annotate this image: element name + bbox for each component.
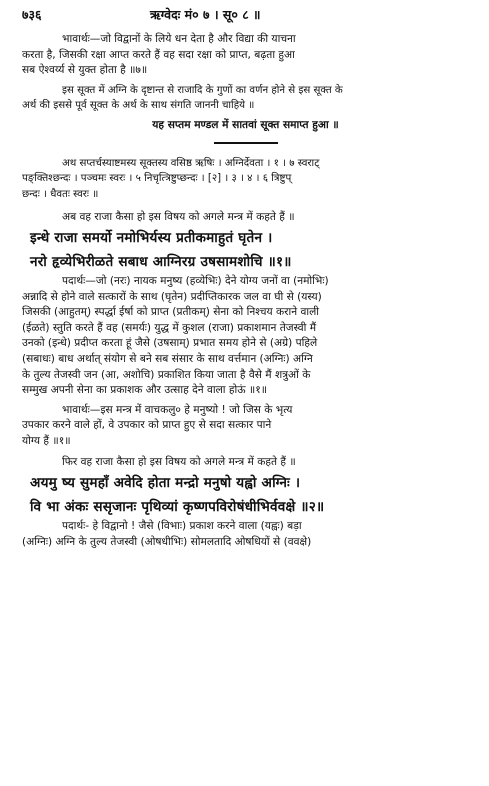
sangati-note: [22, 83, 469, 114]
padartha-line: सम्मुख अपनी सेना का प्रकाशक और उत्साह देने वाला होऊं ॥१॥: [22, 384, 268, 397]
page-number: ७३६: [22, 7, 42, 22]
mantra-line: वि भा अंकः ससृजानः पृथिव्यां कृष्णपविरोषंधीभिर्ववक्षे ॥२॥: [30, 499, 325, 516]
padartha-line: अन्नादि से होने वाले सत्कारों के साथ (घृतेन) प्रदीप्तिकारक जल वा घी से (यस्य): [22, 290, 322, 303]
mantra-line: इन्धे राजा समर्यो नमोभिर्यस्य प्रतीकमाहुतं घृतेन ।: [30, 229, 273, 246]
bhavartha-line: योग्य हैं ॥१॥: [22, 434, 71, 447]
prev-bhavartha-line: करता है, जिसकी रक्षा आप्त करते हैं वह सदा रक्षा को प्राप्त, बढ़ता हुआ: [22, 48, 295, 61]
previous-bhavartha: [22, 32, 469, 79]
anukramani-line: अथ सप्तर्चस्याष्टमस्य सूक्तस्य वसिष्ठ ऋषिः । अग्निर्देवता । १ । ७ स्वराट्: [62, 157, 320, 169]
mantra-1: [22, 226, 469, 274]
section-divider: [214, 142, 278, 144]
mantra-intro: अब वह राजा कैसा हो इस विषय को अगले मन्त्र में कहते हैं ॥: [62, 211, 295, 224]
padartha-1: [22, 274, 469, 399]
bhavartha-1: [22, 403, 469, 450]
page-header: [22, 6, 469, 26]
anukramani-line: छन्दः । धैवतः स्वरः ॥: [22, 188, 99, 200]
padartha-line: के तुल्य तेजस्वी जन (आ, अशोचि) प्रकाशित किया जाता है वैसे मैं शत्रुओं के: [22, 368, 311, 381]
bhavartha-line: भावार्थः—इस मन्त्र में वाचकलु० हे मनुष्यो ! जो जिस के भृत्य: [62, 403, 293, 416]
running-title: ऋग्वेदः मं० ७ । सू० ८ ॥: [150, 7, 261, 22]
padartha-line: पदार्थः- हे विद्वानो ! जैसे (विभाः) प्रकाश करने वाला (यह्वः) बड़ा: [62, 520, 302, 533]
padartha-line: (सबाधः) बाध अर्थात् संयोग से बने सब संसार के साथ वर्त्तमान (अग्निः) अग्नि: [22, 352, 313, 365]
padartha-line: (ईळते) स्तुति करते हैं वह (समर्यः) युद्ध में कुशल (राजा) प्रकाशमान तेजस्वी मैं: [22, 321, 317, 334]
sangati-line: इस सूक्त में अग्नि के दृष्टान्त से राजादि के गुणों का वर्णन होने से इस सूक्त के: [62, 84, 343, 96]
mantra-2: [22, 471, 469, 519]
mantra-intro: फिर वह राजा कैसा हो इस विषय को अगले मन्त्र में कहते हैं ॥: [62, 456, 296, 469]
padartha-2: [22, 519, 469, 550]
padartha-line: पदार्थः—जो (नरः) नायक मनुष्य (हव्येभिः) देने योग्य जनों वा (नमोभिः): [62, 274, 329, 287]
prev-bhavartha-line: सब ऐश्वर्य्य से युक्त होता है ॥७॥: [22, 64, 148, 77]
mantra-line: नरो हृव्येभिरीळते सबाध आग्निरग्र उषसामशोचि ॥१॥: [30, 253, 292, 270]
padartha-line: (अग्निः) अग्नि के तुल्य तेजस्वी (ओषधीभिः) सोमलतादि ओषधियों से (ववक्षे): [22, 535, 312, 548]
anukramani-line: पङ्क्तिश्छन्दः । पञ्चमः स्वरः । ५ निचृत्त्रिष्टुप्छन्दः । [२] । ३ । ४ । ६ त्रिष्टुप्: [22, 173, 292, 185]
sukta-completion-note: यह सप्तम मण्डल में सातवां सूक्त समाप्त हुआ ॥: [152, 118, 339, 131]
mantra-line: अयमु ष्य सुमहाँ अवेदि होता मन्द्रो मनुषो यह्वो अग्निः ।: [30, 475, 301, 492]
anukramani: [22, 156, 469, 203]
padartha-line: उनको (इन्धे) प्रदीप्त करता हूं जैसे (उषसाम्) प्रभात समय होने से (अग्रे) पहिले: [22, 337, 318, 350]
bhavartha-line: उपकार करने वाले हों, वे उपकार को प्राप्त हुए से सदा सत्कार पाने: [22, 419, 272, 432]
sangati-line: अर्थ की इससे पूर्व सूक्त के अर्थ के साथ संगति जाननी चाहिये ॥: [22, 100, 255, 112]
padartha-line: जिसकी (आहुतम्) स्पर्द्धा ईर्षा को प्राप्त (प्रतीकम्) सेना को निश्चय कराने वाली: [22, 306, 320, 319]
prev-bhavartha-line: भावार्थः—जो विद्वानों के लिये धन देता है और विद्या की याचना: [62, 33, 296, 45]
